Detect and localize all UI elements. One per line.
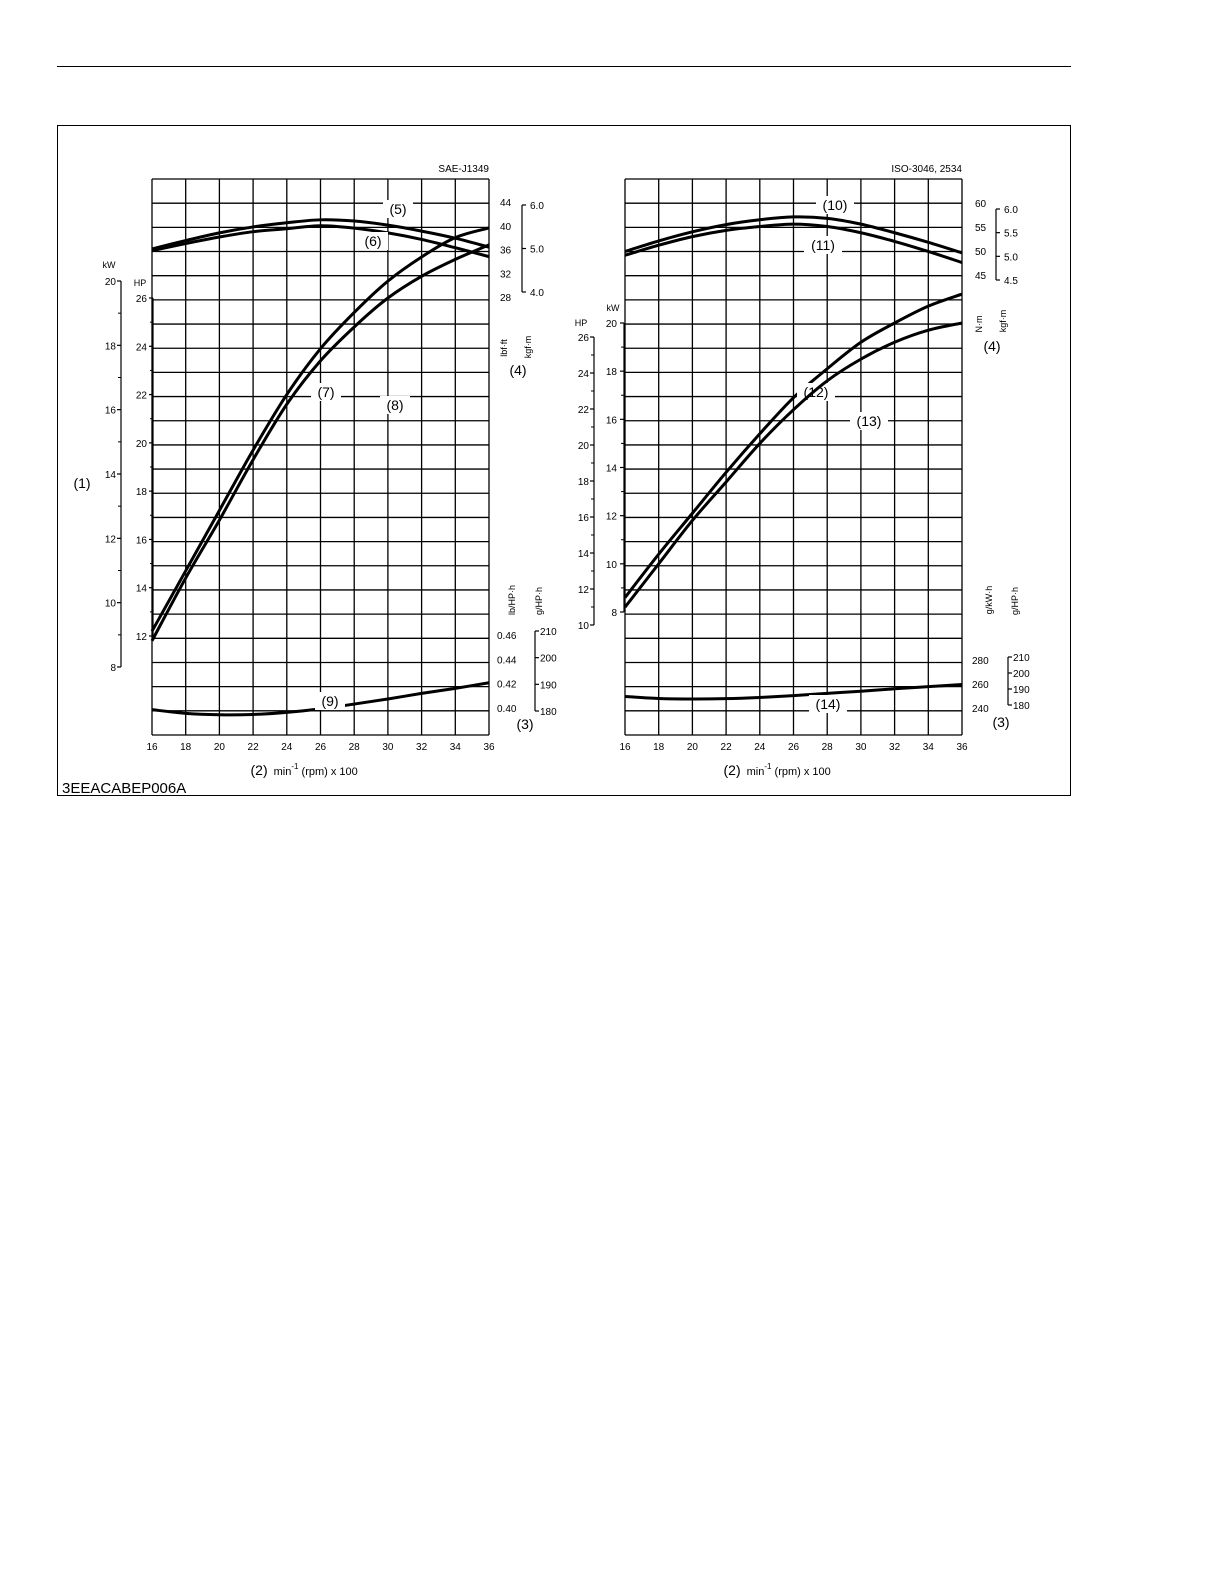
x-tick-label: 26 <box>787 742 800 753</box>
axis-tick-label: 180 <box>1013 701 1030 712</box>
grid <box>152 179 489 735</box>
axis-unit-label: lb/HP·h <box>507 584 517 616</box>
series-label: (9) <box>321 693 339 709</box>
x-tick-label: 36 <box>483 742 495 753</box>
x-axis-label: (2) $\min^{-1} _{(rpm) x 100}$ <box>250 762 358 778</box>
axis-tick-label: 22 <box>577 405 589 416</box>
series-label: (5) <box>389 201 407 217</box>
axis-callout: (4) <box>983 338 1001 354</box>
axis-tick-label: 14 <box>135 583 147 595</box>
x-tick-label: 32 <box>889 742 901 753</box>
axis-tick-label: 28 <box>500 293 512 304</box>
grid <box>625 179 962 735</box>
axis-tick-label: 26 <box>577 333 589 344</box>
axis-tick-label: 16 <box>577 513 589 524</box>
series-label: (14) <box>815 696 841 712</box>
axis-tick-label: 16 <box>605 415 617 427</box>
series-label: (7) <box>317 384 335 400</box>
axis-tick-label: 14 <box>605 463 617 475</box>
axis-tick-label: 0.46 <box>497 631 517 642</box>
axis-unit-label: kgf·m <box>523 335 533 359</box>
axis-tick-label: 14 <box>104 470 116 481</box>
axis-tick-label: 5.0 <box>1004 252 1018 264</box>
axis-fuel-si <box>972 586 1010 730</box>
axis-tick-label: 200 <box>540 653 557 665</box>
axis-tick-label: 16 <box>135 535 147 547</box>
series-label: (13) <box>856 413 882 429</box>
x-tick-label: 32 <box>416 742 428 753</box>
standard-label: SAE-J1349 <box>438 164 489 175</box>
axis-tick-label: 18 <box>104 341 116 353</box>
axis-tick-label: 12 <box>605 511 617 523</box>
axis-tick-label: 190 <box>540 680 557 692</box>
axis-tick-label: 24 <box>577 369 589 380</box>
axis-tick-label: 280 <box>972 656 989 667</box>
x-tick-label: 22 <box>720 742 732 753</box>
axis-tick-label: 20 <box>605 319 617 330</box>
x-tick-label: 24 <box>754 742 766 753</box>
axis-fuel-metric <box>1008 587 1030 712</box>
axis-tick-label: 26 <box>135 294 147 305</box>
axis-tick-label: 44 <box>500 198 512 209</box>
axis-tick-label: 18 <box>135 487 147 499</box>
figure-id: 3EEACABEP006A <box>62 780 187 797</box>
axis-tick-label: 16 <box>104 405 116 417</box>
axis-fuel-imperial <box>497 585 534 732</box>
axis-unit-label: g/kW·h <box>984 585 994 615</box>
axis-tick-label: 20 <box>104 277 116 288</box>
x-tick-label: 36 <box>956 742 968 753</box>
axis-tick-label: 4.5 <box>1004 276 1018 287</box>
axis-tick-label: 5.5 <box>1004 228 1018 240</box>
axis-tick-label: 0.42 <box>497 679 517 691</box>
x-tick-label: 22 <box>247 742 259 753</box>
x-tick-label: 28 <box>348 742 360 753</box>
axis-torque-metric <box>996 205 1018 332</box>
x-tick-label: 28 <box>821 742 833 753</box>
x-tick-label: 16 <box>146 742 158 753</box>
axis-callout: (4) <box>509 362 527 378</box>
axis-tick-label: 260 <box>972 680 989 691</box>
standard-label: ISO-3046, 2534 <box>891 164 962 175</box>
axis-unit-label: HP <box>133 278 147 288</box>
axis-fuel-metric <box>534 587 557 718</box>
axis-tick-label: 190 <box>1013 685 1030 696</box>
axis-unit-label: kgf·m <box>998 309 1008 333</box>
axis-tick-label: 12 <box>104 534 116 546</box>
axis-torque-metric <box>522 201 544 358</box>
axis-tick-label: 24 <box>135 342 147 354</box>
axis-tick-label: 40 <box>500 221 512 233</box>
axis-tick-label: 10 <box>605 559 617 571</box>
axis-tick-label: 20 <box>577 441 589 452</box>
series-label: (6) <box>364 233 382 249</box>
axis-unit-label: kW <box>606 303 620 313</box>
x-tick-label: 18 <box>653 742 665 753</box>
x-tick-label: 30 <box>382 742 394 753</box>
x-tick-label: 24 <box>281 742 293 753</box>
axis-power-kw <box>73 260 121 674</box>
axis-tick-label: 0.40 <box>497 704 517 715</box>
axis-tick-label: 12 <box>135 632 147 643</box>
axis-tick-label: 10 <box>577 621 589 632</box>
axis-unit-label: lbf·ft <box>499 339 509 357</box>
x-tick-label: 30 <box>855 742 867 753</box>
axis-tick-label: 240 <box>972 704 989 715</box>
x-tick-label: 34 <box>449 742 461 753</box>
axis-tick-label: 4.0 <box>530 288 544 299</box>
axis-unit-label: g/HP·h <box>1010 586 1020 616</box>
x-axis-label: (2) $\min^{-1} _{(rpm) x 100}$ <box>723 762 831 778</box>
x-tick-label: 18 <box>180 742 192 753</box>
axis-tick-label: 10 <box>104 598 116 610</box>
axis-unit-label: kW <box>102 260 116 270</box>
axis-unit-label: g/HP·h <box>534 586 544 616</box>
x-tick-label: 20 <box>686 742 698 753</box>
series-label: (12) <box>803 384 829 400</box>
axis-callout: (1) <box>73 475 91 491</box>
axis-power-hp <box>575 318 594 632</box>
axis-tick-label: 20 <box>135 438 147 450</box>
axis-tick-label: 18 <box>605 367 617 379</box>
axis-tick-label: 60 <box>975 199 987 210</box>
x-tick-label: 16 <box>619 742 631 753</box>
chart-sae-j1349 <box>73 164 557 778</box>
series-label: (11) <box>811 237 835 253</box>
axis-unit-label: HP <box>574 318 588 328</box>
axis-tick-label: 8 <box>110 663 116 674</box>
axis-tick-label: 200 <box>1013 669 1030 680</box>
axis-callout: (3) <box>516 716 534 732</box>
axis-tick-label: 180 <box>540 707 557 718</box>
x-tick-label: 20 <box>213 742 225 753</box>
axis-tick-label: 6.0 <box>1004 205 1018 216</box>
axis-tick-label: 32 <box>500 269 512 281</box>
axis-tick-label: 18 <box>577 477 589 488</box>
axis-tick-label: 210 <box>540 627 557 638</box>
axis-tick-label: 14 <box>577 549 589 560</box>
chart-iso-3046 <box>575 164 1030 778</box>
axis-callout: (3) <box>992 714 1010 730</box>
x-tick-label: 26 <box>314 742 327 753</box>
axis-tick-label: 6.0 <box>530 201 544 212</box>
series-label: (10) <box>822 197 848 213</box>
axis-tick-label: 12 <box>577 585 589 596</box>
axis-tick-label: 210 <box>1013 653 1030 664</box>
axis-tick-label: 22 <box>135 390 147 402</box>
axis-power-kw <box>606 303 624 619</box>
axis-tick-label: 50 <box>975 247 987 258</box>
axis-tick-label: 55 <box>975 223 987 234</box>
axis-power-hp <box>134 278 153 643</box>
axis-tick-label: 8 <box>611 608 617 619</box>
axis-tick-label: 5.0 <box>530 244 544 256</box>
axis-tick-label: 36 <box>500 245 512 257</box>
axis-unit-label: N·m <box>974 315 984 333</box>
series-label: (8) <box>386 397 404 413</box>
axis-tick-label: 0.44 <box>497 655 517 667</box>
axis-tick-label: 45 <box>975 271 987 282</box>
x-tick-label: 34 <box>922 742 934 753</box>
